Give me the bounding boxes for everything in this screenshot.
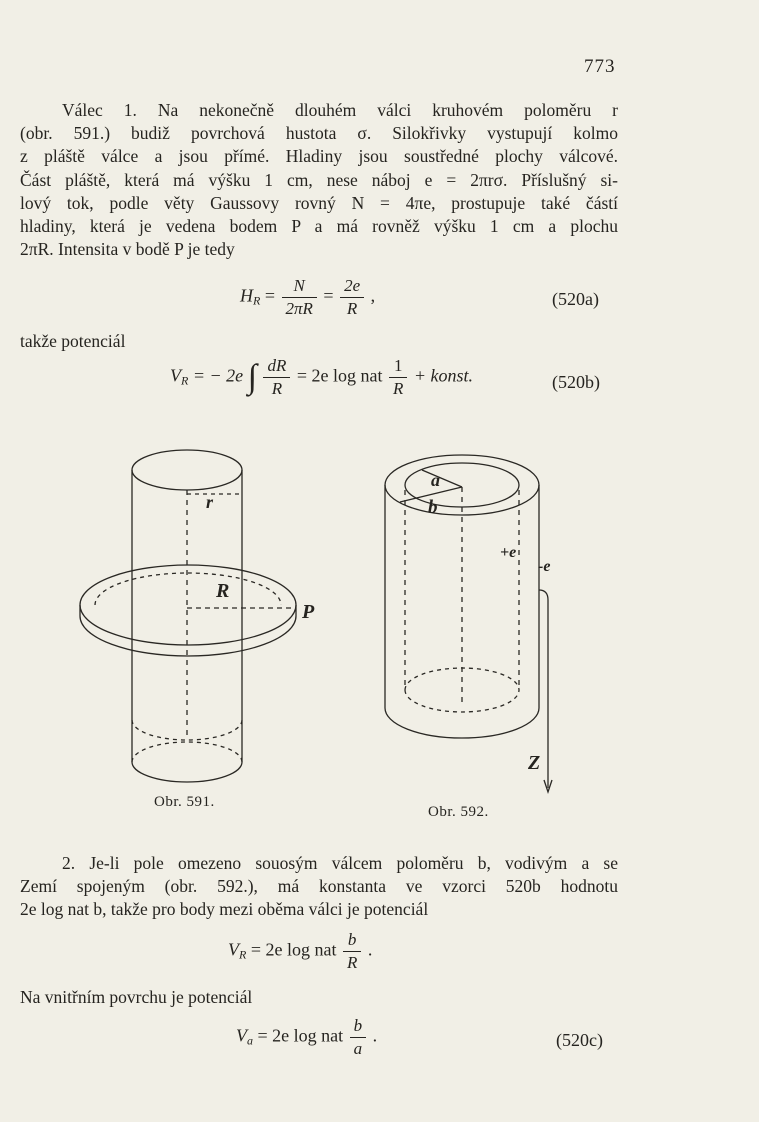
ring-side xyxy=(80,605,296,656)
numerator: b xyxy=(343,930,361,952)
eq-term: = 2e log nat xyxy=(257,1025,344,1046)
eq-subscript: a xyxy=(247,1033,253,1048)
eq-term: = 2e log nat xyxy=(250,939,337,960)
numerator: 2e xyxy=(340,276,364,298)
eq-symbol: V xyxy=(236,1025,247,1046)
fig592-label-b: b xyxy=(428,497,438,518)
ring-inner-dashed xyxy=(95,573,281,605)
fig592-label-plus-e: +e xyxy=(500,544,517,561)
text-line: Na vnitřním povrchu je potenciál xyxy=(20,987,253,1007)
fraction xyxy=(343,930,361,973)
denominator: 2πR xyxy=(285,299,313,318)
eq-punct: . xyxy=(372,1025,378,1046)
eq-subscript: R xyxy=(253,293,261,308)
equation-number-520a: (520a) xyxy=(552,289,599,309)
text-line: Zemí spojeným (obr. 592.), má konstanta ve vzorci 520b hodnotu xyxy=(20,876,618,897)
equation-number-520c: (520c) xyxy=(556,1030,603,1050)
eq-subscript: R xyxy=(239,947,247,962)
eq-subscript: R xyxy=(181,373,189,388)
text-line: 2e log nat b, takže pro body mezi oběma válci je potenciál xyxy=(20,899,429,920)
text-line: Část pláště, která má výšku 1 cm, nese náboj e = 2πrσ. Příslušný si- xyxy=(20,169,618,190)
numerator: N xyxy=(282,276,317,298)
denominator: R xyxy=(346,953,358,972)
page-number: 773 xyxy=(584,56,616,77)
cylinder-bottom-front xyxy=(132,762,242,782)
eq-term: = 2e log nat xyxy=(296,365,383,386)
equation-VR xyxy=(228,930,372,973)
text-line: hladiny, která je vedena bodem P a má rovněž výšku 1 cm a plochu xyxy=(20,216,618,237)
eq-punct: , xyxy=(370,285,376,306)
text-line: lový tok, podle věty Gaussovy rovný N = 4πe, prostupuje také částí xyxy=(20,192,618,213)
denominator: R xyxy=(393,379,404,398)
cylinder-bottom-back xyxy=(132,742,242,762)
fig592-label-minus-e: -e xyxy=(538,558,551,575)
outer-top-ellipse xyxy=(385,455,539,515)
paragraph-cylinder-2 xyxy=(20,852,618,922)
radius-a-line xyxy=(422,470,462,487)
figure-591 xyxy=(80,450,296,782)
eq-sign: = xyxy=(264,285,275,306)
text-line: 2πR. Intensita v bodě P je tedy xyxy=(20,239,235,260)
equation-520c xyxy=(236,1016,377,1059)
fraction xyxy=(350,1016,367,1059)
text-line: (obr. 591.) budiž povrchová hustota σ. Silokřivky vystupují kolmo xyxy=(20,123,618,144)
fig591-caption: Obr. 591. xyxy=(154,794,215,810)
numerator: b xyxy=(350,1016,367,1038)
eq-symbol: V xyxy=(228,939,239,960)
integral-sign: ∫ xyxy=(247,358,257,396)
equation-number-520b: (520b) xyxy=(552,372,600,392)
cylinder-top-ellipse xyxy=(132,450,242,490)
denominator: R xyxy=(271,379,283,398)
eq-term: + konst. xyxy=(413,365,474,386)
text-line: 2. Je-li pole omezeno souosým válcem poloměru b, vodivým a se xyxy=(62,853,618,873)
text-line: takže potenciál xyxy=(20,331,126,351)
fig591-label-r: r xyxy=(206,492,214,512)
text-line: z pláště válce a jsou přímé. Hladiny jsou soustředné plochy válcové. xyxy=(20,146,618,167)
eq-symbol: H xyxy=(240,285,253,306)
ring-top-back xyxy=(80,565,296,605)
denominator: a xyxy=(353,1039,363,1058)
eq-punct: . xyxy=(367,939,373,960)
fig591-label-P: P xyxy=(302,601,315,623)
numerator: dR xyxy=(263,356,290,378)
figure-592 xyxy=(385,455,552,792)
text-inner-surface xyxy=(20,986,618,1009)
numerator: 1 xyxy=(389,356,407,378)
fig592-label-Z: Z xyxy=(528,752,541,774)
eq-term: = − 2e xyxy=(192,365,244,386)
denominator: R xyxy=(346,299,358,318)
fig591-label-R: R xyxy=(216,580,230,602)
text-line: Válec 1. Na nekonečně dlouhém válci kruhovém poloměru r xyxy=(62,100,618,120)
ring-top-front xyxy=(80,605,296,645)
fig592-caption: Obr. 592. xyxy=(428,804,489,820)
eq-symbol: V xyxy=(170,365,181,386)
eq-sign: = xyxy=(323,285,334,306)
ground-wire xyxy=(539,590,548,788)
fig592-label-a: a xyxy=(431,470,440,490)
